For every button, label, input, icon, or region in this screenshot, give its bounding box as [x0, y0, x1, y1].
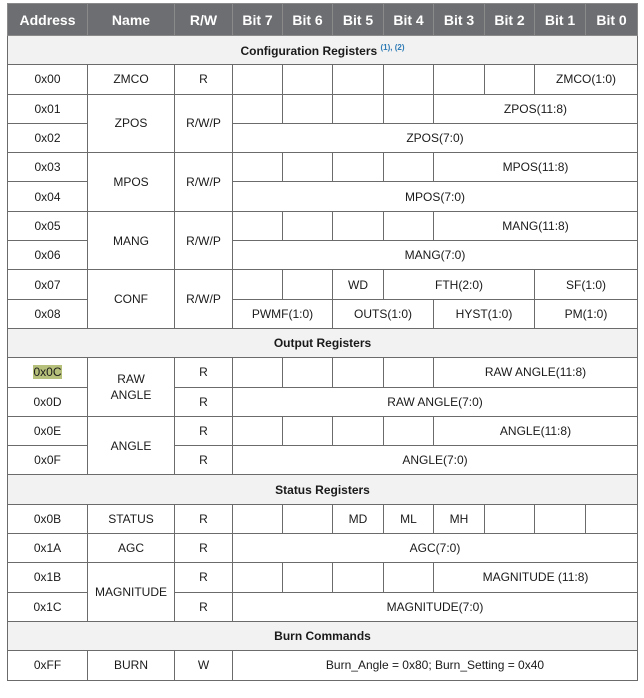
bit-cell — [384, 563, 434, 592]
bit-cell — [384, 211, 434, 240]
rw-cell: R — [175, 504, 233, 533]
bit-cell — [283, 270, 333, 299]
bit-field: OUTS(1:0) — [333, 299, 434, 328]
table-row — [8, 65, 638, 94]
bit-cell — [384, 65, 434, 94]
bit-cell — [233, 416, 283, 445]
bit-field: RAW ANGLE(7:0) — [233, 387, 638, 416]
address-cell: 0x08 — [8, 299, 88, 328]
bit-cell — [333, 211, 384, 240]
bit-field: AGC(7:0) — [233, 534, 638, 563]
table-row — [8, 211, 638, 240]
address-cell: 0x0B — [8, 504, 88, 533]
rw-cell: R — [175, 65, 233, 94]
address-cell: 0x03 — [8, 153, 88, 182]
bit-field: ANGLE(7:0) — [233, 446, 638, 475]
section-output: Output Registers — [8, 328, 638, 357]
section-row — [8, 621, 638, 650]
highlighted-address: 0x0C — [33, 365, 62, 380]
register-name: ANGLE — [88, 416, 175, 475]
section-status: Status Registers — [8, 475, 638, 504]
bit-field: SF(1:0) — [535, 270, 638, 299]
bit-field: WD — [333, 270, 384, 299]
register-name: STATUS — [88, 504, 175, 533]
rw-cell: R — [175, 387, 233, 416]
footnote-ref: (1), (2) — [380, 42, 405, 52]
bit-cell — [233, 153, 283, 182]
section-row — [8, 36, 638, 65]
bit-cell — [283, 563, 333, 592]
bit-cell — [384, 153, 434, 182]
bit-field: PWMF(1:0) — [233, 299, 333, 328]
bit-cell — [485, 504, 535, 533]
register-name: ZMCO — [88, 65, 175, 94]
rw-cell: R — [175, 416, 233, 445]
address-cell: 0x06 — [8, 241, 88, 270]
header-bit2: Bit 2 — [485, 4, 535, 36]
header-bit0: Bit 0 — [586, 4, 638, 36]
bit-field: Burn_Angle = 0x80; Burn_Setting = 0x40 — [233, 651, 638, 680]
header-bit3: Bit 3 — [434, 4, 485, 36]
bit-field: PM(1:0) — [535, 299, 638, 328]
rw-cell: R — [175, 446, 233, 475]
table-row — [8, 153, 638, 182]
bit-field: MANG(7:0) — [233, 241, 638, 270]
table-row — [8, 358, 638, 387]
address-cell: 0x1A — [8, 534, 88, 563]
header-row — [8, 4, 638, 36]
bit-field: RAW ANGLE(11:8) — [434, 358, 638, 387]
bit-cell — [333, 94, 384, 123]
rw-cell: R/W/P — [175, 211, 233, 270]
bit-cell — [333, 416, 384, 445]
bit-field: ML — [384, 504, 434, 533]
rw-cell: R — [175, 534, 233, 563]
header-bit7: Bit 7 — [233, 4, 283, 36]
address-cell: 0x01 — [8, 94, 88, 123]
bit-cell — [333, 563, 384, 592]
bit-field: MPOS(7:0) — [233, 182, 638, 211]
bit-cell — [434, 65, 485, 94]
register-map-table — [7, 3, 638, 681]
rw-cell: R — [175, 563, 233, 592]
bit-cell — [233, 94, 283, 123]
rw-cell: R/W/P — [175, 270, 233, 329]
bit-cell — [333, 153, 384, 182]
bit-field: MANG(11:8) — [434, 211, 638, 240]
address-cell: 0x1B — [8, 563, 88, 592]
table-row — [8, 270, 638, 299]
register-name: AGC — [88, 534, 175, 563]
bit-cell — [283, 153, 333, 182]
rw-cell: W — [175, 651, 233, 680]
bit-cell — [233, 270, 283, 299]
table-row — [8, 416, 638, 445]
address-cell: 0x04 — [8, 182, 88, 211]
table-row — [8, 94, 638, 123]
bit-cell — [233, 65, 283, 94]
bit-cell — [233, 563, 283, 592]
bit-field: MD — [333, 504, 384, 533]
register-name: MANG — [88, 211, 175, 270]
header-rw: R/W — [175, 4, 233, 36]
header-bit6: Bit 6 — [283, 4, 333, 36]
bit-field: MPOS(11:8) — [434, 153, 638, 182]
rw-cell: R — [175, 592, 233, 621]
bit-field: ZPOS(7:0) — [233, 123, 638, 152]
address-cell: 0x0D — [8, 387, 88, 416]
bit-field: ZMCO(1:0) — [535, 65, 638, 94]
rw-cell: R — [175, 358, 233, 387]
address-cell: 0x05 — [8, 211, 88, 240]
bit-cell — [283, 94, 333, 123]
address-cell: 0x07 — [8, 270, 88, 299]
bit-cell — [233, 358, 283, 387]
bit-field: HYST(1:0) — [434, 299, 535, 328]
address-cell: 0x0E — [8, 416, 88, 445]
address-cell: 0x1C — [8, 592, 88, 621]
register-name: ZPOS — [88, 94, 175, 153]
bit-cell — [283, 211, 333, 240]
bit-cell — [384, 416, 434, 445]
bit-cell — [233, 504, 283, 533]
bit-cell — [485, 65, 535, 94]
address-cell: 0x02 — [8, 123, 88, 152]
rw-cell: R/W/P — [175, 94, 233, 153]
bit-cell — [283, 416, 333, 445]
section-burn: Burn Commands — [8, 621, 638, 650]
bit-field: MH — [434, 504, 485, 533]
section-row — [8, 328, 638, 357]
address-cell: 0x00 — [8, 65, 88, 94]
header-address: Address — [8, 4, 88, 36]
register-name: RAW ANGLE — [88, 358, 175, 417]
address-cell — [8, 358, 88, 387]
section-config: Configuration Registers $^{(1), (2)}$ — [8, 36, 638, 65]
bit-cell — [384, 94, 434, 123]
bit-cell — [535, 504, 586, 533]
bit-cell — [283, 358, 333, 387]
bit-cell — [233, 211, 283, 240]
table-row — [8, 651, 638, 680]
bit-field: MAGNITUDE (11:8) — [434, 563, 638, 592]
bit-cell — [586, 504, 638, 533]
address-cell: 0xFF — [8, 651, 88, 680]
rw-cell: R/W/P — [175, 153, 233, 212]
header-bit4: Bit 4 — [384, 4, 434, 36]
section-row — [8, 475, 638, 504]
bit-field: ZPOS(11:8) — [434, 94, 638, 123]
table-row — [8, 504, 638, 533]
register-name: CONF — [88, 270, 175, 329]
table-row — [8, 534, 638, 563]
bit-cell — [333, 65, 384, 94]
bit-field: ANGLE(11:8) — [434, 416, 638, 445]
register-name: BURN — [88, 651, 175, 680]
bit-field: MAGNITUDE(7:0) — [233, 592, 638, 621]
header-bit5: Bit 5 — [333, 4, 384, 36]
table-row — [8, 563, 638, 592]
bit-cell — [283, 504, 333, 533]
header-name: Name — [88, 4, 175, 36]
register-name: MAGNITUDE — [88, 563, 175, 622]
bit-field: FTH(2:0) — [384, 270, 535, 299]
bit-cell — [384, 358, 434, 387]
address-cell: 0x0F — [8, 446, 88, 475]
register-name: MPOS — [88, 153, 175, 212]
bit-cell — [333, 358, 384, 387]
header-bit1: Bit 1 — [535, 4, 586, 36]
bit-cell — [283, 65, 333, 94]
